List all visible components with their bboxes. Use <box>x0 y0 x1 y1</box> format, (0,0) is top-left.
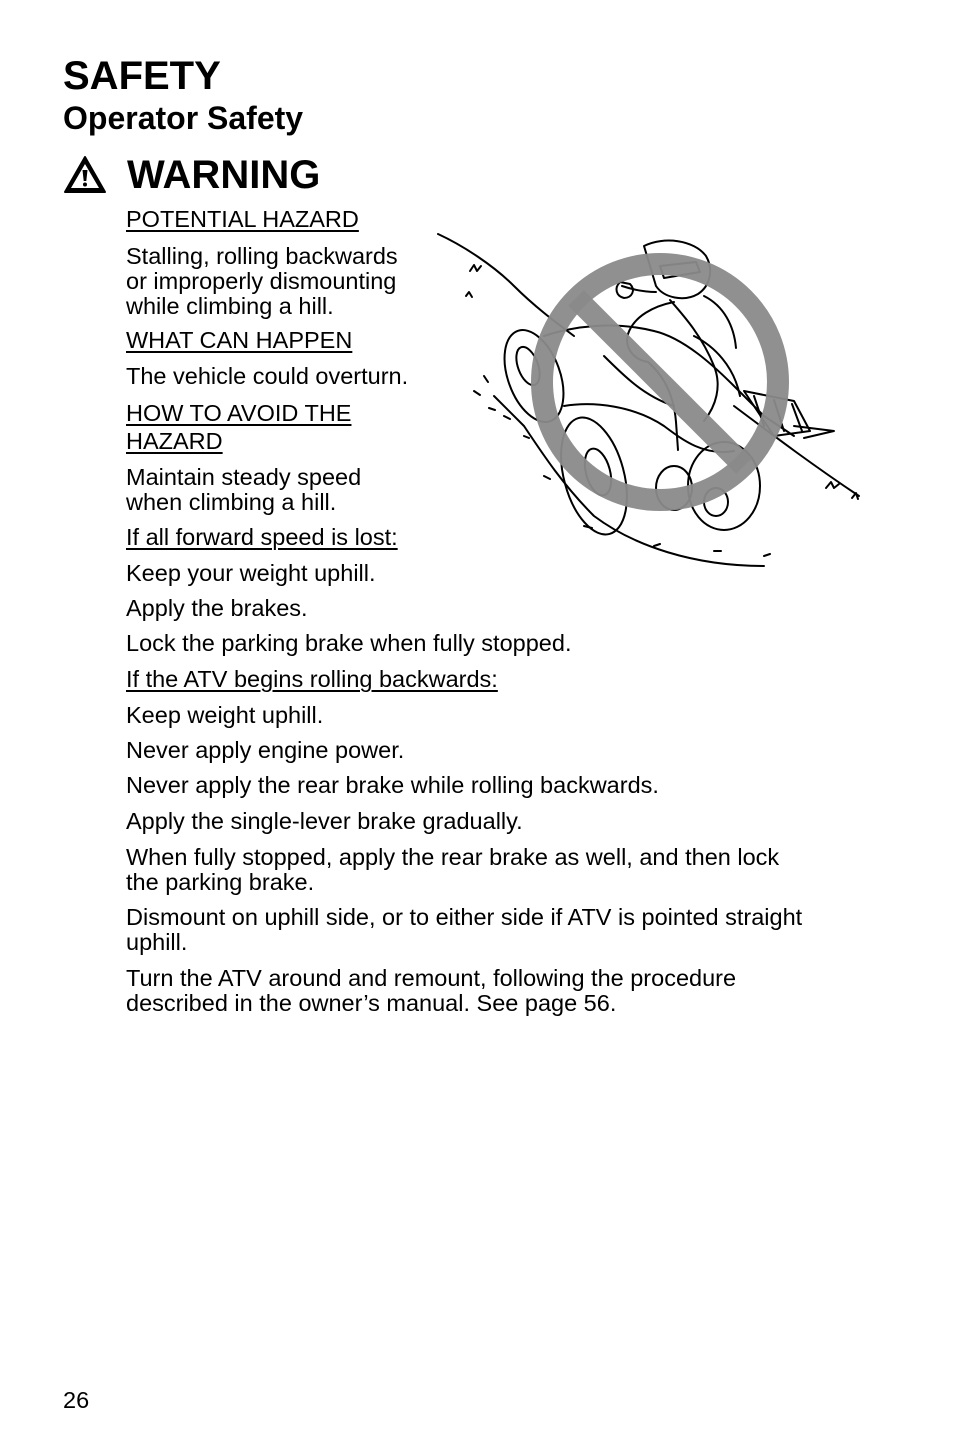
list-item: When fully stopped, apply the rear brake as well, and then lock the parking brake. <box>126 844 780 895</box>
warning-triangle-icon <box>63 155 107 195</box>
warning-title: WARNING <box>127 153 321 197</box>
list-item: Never apply the rear brake while rolling backwards. <box>126 772 659 798</box>
what-can-happen-text: The vehicle could overturn. <box>126 363 409 389</box>
what-can-happen-heading: WHAT CAN HAPPEN <box>126 327 353 353</box>
list-item: Never apply engine power. <box>126 737 405 763</box>
page-subtitle: Operator Safety <box>63 100 304 136</box>
atv-uphill-prohibited-icon <box>434 226 870 572</box>
list-item: Keep your weight uphill. <box>126 560 376 586</box>
list-item: Lock the parking brake when fully stopped. <box>126 630 572 656</box>
potential-hazard-heading: POTENTIAL HAZARD <box>126 206 359 232</box>
potential-hazard-text: Stalling, rolling backwards or improperly dismounting while climbing a hill. <box>126 243 398 319</box>
page-number: 26 <box>63 1387 90 1413</box>
how-to-avoid-text: Maintain steady speed when climbing a hill. <box>126 464 362 515</box>
warning-header <box>63 155 320 195</box>
rolling-backwards-heading: If the ATV begins rolling backwards: <box>126 666 498 692</box>
list-item: Turn the ATV around and remount, following the procedure described in the owner’s manual. See page 56. <box>126 965 737 1016</box>
list-item: Dismount on uphill side, or to either side if ATV is pointed straight uphill. <box>126 904 803 955</box>
page-title: SAFETY <box>63 54 221 98</box>
list-item: Keep weight uphill. <box>126 702 324 728</box>
list-item: Apply the single-lever brake gradually. <box>126 808 523 834</box>
forward-speed-lost-heading: If all forward speed is lost: <box>126 524 398 550</box>
how-to-avoid-heading: HOW TO AVOID THE HAZARD <box>126 400 352 454</box>
list-item: Apply the brakes. <box>126 595 308 621</box>
